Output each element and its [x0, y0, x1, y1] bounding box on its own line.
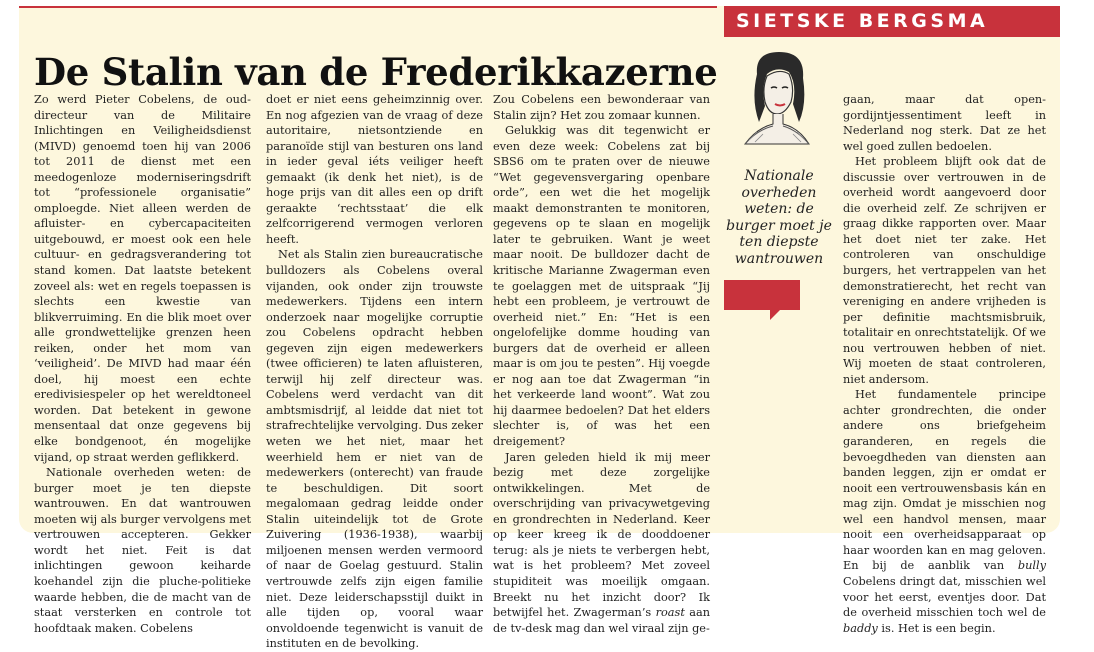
- paragraph: Net als Stalin zien bureaucratische bulldozers als Cobelens overal vijanden, ook onder zijn trouwste medewerkers. Tijdens een intern onderzoek naar mogelijke corruptie zou Cobelens opdracht hebben gegeven zijn eigen medewerkers (twee officieren) te laten afluisteren, terwijl hij zelf directeur was. Cobelens werd verdacht van dit ambtsmisdrijf, al leidde dat niet tot strafrechtelijke vervolging. Dus zeker weten we het niet, maar het weerhield hem er niet van de medewerkers (onterecht) van fraude te beschuldigen. Dit soort megalomaan gedrag leidde onder Stalin uiteindelijk tot de Grote Zuivering (1936-1938), waarbij miljoenen mensen werden vermoord of naar de Goelag gestuurd. Stalin vertrouwde zelfs zijn eigen familie niet. Deze leiderschapsstijl duikt in alle tijden op, vooral waar onvoldoende tegenwicht is vanuit de instituten en de bevolking.: [266, 248, 483, 651]
- paragraph: Zou Cobelens een bewonderaar van Stalin zijn? Het zou zomaar kunnen.: [493, 93, 710, 122]
- speech-bubble-icon: [724, 280, 824, 320]
- paragraph-text: Het fundamentele principe achter grondrechten, die onder andere ons briefgeheim garanderen, en regels die bevoegdheden van diensten aan banden leggen, zijn er omdat er nooit een vertrouwensbasis kán en mag zijn. Omdat je misschien nog wel een handvol mensen, maar nooit een overheidsapparaat op haar woorden kan en mag geloven. En bij de aanblik van: [843, 388, 1046, 573]
- headline: De Stalin van de Frederikkazerne: [34, 49, 718, 94]
- article-column-3: [493, 92, 710, 636]
- paragraph: Het probleem blijft ook dat de discussie over vertrouwen in de overheid wordt aangevoerd door die overheid zelf. Ze schrijven er graag dikke rapporten over. Maar het doet niet ter zake. Het controleren van onschuldige burgers, het vertrappelen van het demonstratierecht, het recht van vereniging en andere vrijheden is per definitie machtsmisbruik, totalitair en onrechtstatelijk. Of we nou vertrouwen hebben of niet. Wij moeten de staat controleren, niet andersom.: [843, 155, 1046, 386]
- paragraph-text: is. Het is een begin.: [877, 621, 996, 635]
- paragraph: [493, 450, 710, 637]
- paragraph: [843, 387, 1046, 636]
- italic-word: baddy: [843, 621, 878, 635]
- top-rule: [19, 6, 717, 8]
- paragraph: doet er niet eens geheimzinnig over. En nog afgezien van de vraag of deze autoritaire, nietsontziende en paranoïde stijl van besturen ons land in ieder geval iéts veiliger heeft gemaakt (ik denk het niet), is de hoge prijs van dit alles een op drift geraakte ‘rechtsstaat’ die elk zelfcorrigerend vermogen verloren heeft.: [266, 93, 483, 246]
- paragraph: Gelukkig was dit tegenwicht er even deze week: Cobelens zat bij SBS6 om te praten over de nieuwe “Wet gegevensvergaring openbare orde”, een wet die het mogelijk maakt demonstranten te monitoren, gegevens op te slaan en mogelijk later te gebruiken. Want je weet maar nooit. De bulldozer dacht de kritische Marianne Zwagerman even te goelaggen met de uitspraak “Jij hebt een probleem, je vertrouwt de overheid niet.” En: “Het is een ongelofelijke domme houding van burgers dat de overheid er alleen maar is om jou te pesten”. Hij voegde er nog aan toe dat Zwagerman “in het verkeerde land woont”. Wat zou hij daarmee bedoelen? Dat het elders slechter is, of was het een dreigement?: [493, 124, 710, 449]
- italic-word: bully: [1017, 559, 1046, 573]
- pull-quote: Nationale overheden weten: de burger moet je ten diepste wantrouwen: [726, 168, 832, 267]
- paragraph-text: Jaren geleden hield ik mij meer bezig met deze zorgelijke ontwikkelingen. Met de overschrijding van privacywetgeving en grondrechten in Nederland. Keer op keer kreeg ik de dooddoener terug: als je niets te verbergen hebt, wat is het probleem? Met zoveel stupiditeit was moeilijk omgaan. Breekt nu het inzicht door? Ik betwijfel het. Zwagerman’s: [493, 450, 710, 620]
- article-column-4: [843, 92, 1046, 636]
- paragraph-text: Cobelens dringt dat, misschien wel voor het eerst, eventjes door. Dat de overheid misschien toch wel de: [843, 574, 1046, 620]
- author-byline: SIETSKE BERGSMA: [724, 6, 1060, 37]
- paragraph: gaan, maar dat open-gordijntjessentiment leeft in Nederland nog sterk. Dat ze het wel goed zullen bedoelen.: [843, 93, 1046, 153]
- paragraph: Nationale overheden weten: de burger moet je ten diepste wantrouwen. En dat wantrouwen moeten wij als burger vervolgens met vertrouwen accepteren. Gekker wordt het niet. Feit is dat inlichtingen gewoon keiharde koehandel zijn die pluche-politieke waarde hebben, die de macht van de staat versterken en controle tot hoofdtaak maken. Cobelens: [34, 466, 252, 635]
- italic-word: roast: [655, 606, 685, 620]
- article-column-1: [34, 92, 251, 636]
- paragraph: Zo werd Pieter Cobelens, de oud-directeur van de Militaire Inlichtingen en Veiligheidsdienst (MIVD) genoemd toen hij van 2006 tot 2011 de dienst met een meedogenloze moderniseringsdrift tot “professionele organisatie” omploegde. Niet alleen werden de afluister- en cybercapaciteiten uitgebouwd, er moest ook een hele cultuur- en gedragsverandering tot stand komen. Dat laatste betekent zoveel als: wet en regels toepassen is slechts een kwestie van blikverruiming. En die blik moet over alle grondwettelijke grenzen heen reiken, onder het mom van ‘veiligheid’. De MIVD had maar één doel, hij moest een echte eredivisiespeler op het wereldtoneel worden. Dat betekent in gewone mensentaal dat onze gegevens bij elke bondgenoot, én mogelijke vijand, op straat werden geflikkerd.: [34, 93, 251, 464]
- author-portrait-icon: [727, 44, 827, 154]
- paragraph-text: aan de tv-desk mag dan wel viraal zijn ge-: [493, 606, 710, 635]
